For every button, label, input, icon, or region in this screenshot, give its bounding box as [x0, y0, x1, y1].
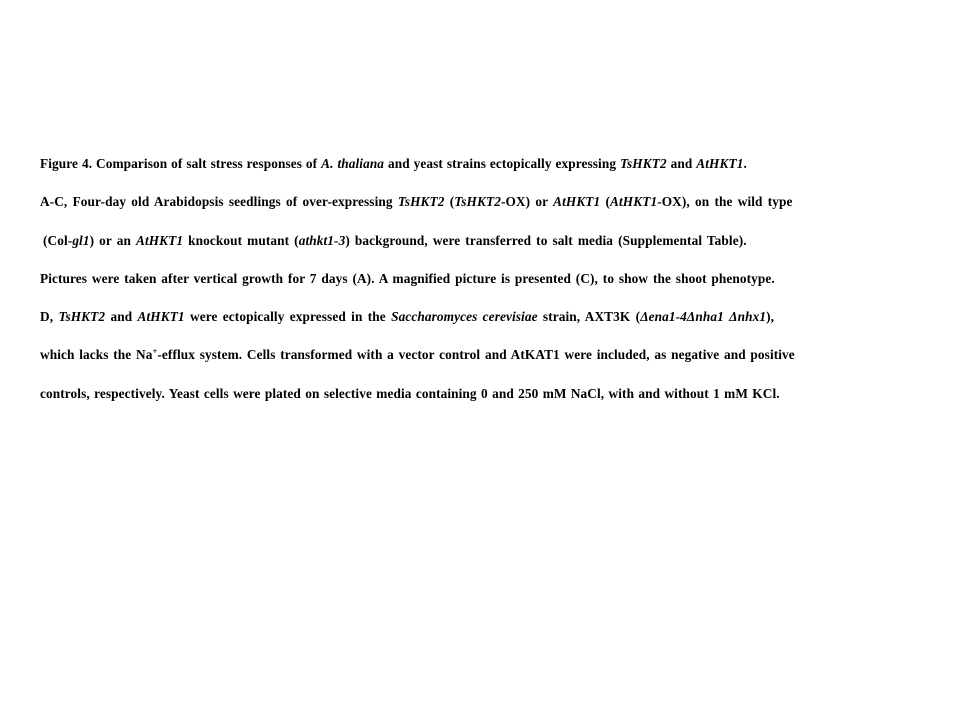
- caption-text: (: [600, 194, 611, 210]
- caption-text: and: [105, 309, 138, 325]
- caption-text: A-C, Four-day old Arabidopsis seedlings of over-expressing: [40, 194, 398, 210]
- gene-name: AtHKT1: [137, 309, 185, 325]
- caption-text: strain, AXT3K (: [537, 309, 641, 325]
- caption-line-1: [40, 192, 940, 212]
- caption-text: -OX), on the wild type: [657, 194, 793, 210]
- caption-line-6: [40, 384, 940, 404]
- caption-text: (: [444, 194, 455, 210]
- figure-caption: [40, 154, 940, 422]
- gene-name: TsHKT2: [58, 309, 106, 325]
- caption-text: knockout mutant (: [183, 232, 299, 248]
- gene-name: AtHKT1: [610, 194, 658, 210]
- gene-name: TsHKT2: [620, 156, 667, 171]
- caption-text: controls, respectively. Yeast cells were plated on selective media containing 0 and 250 mM NaCl, with and without 1 mM KCl.: [40, 385, 780, 401]
- genotype-name: Δena1-4Δnha1 Δnhx1: [640, 309, 767, 325]
- caption-text: ),: [766, 309, 775, 325]
- caption-line-3: [40, 269, 940, 289]
- species-name: Saccharomyces cerevisiae: [391, 309, 538, 325]
- caption-line-5: [40, 345, 940, 365]
- gene-name: TsHKT2: [397, 194, 445, 210]
- gene-name: TsHKT2: [454, 194, 501, 210]
- gene-name: AtHKT1: [696, 156, 744, 171]
- caption-line-2: [40, 231, 940, 251]
- allele-name: gl1: [72, 232, 90, 248]
- caption-text: Pictures were taken after vertical growth for 7 days (A). A magnified picture is presented (C), to show the shoot phenotype.: [40, 270, 775, 286]
- superscript-plus: +: [152, 346, 158, 357]
- caption-text: -efflux system. Cells transformed with a vector control and AtKAT1 were included, as negative and positive: [157, 347, 795, 363]
- caption-title-lead: Figure 4. Comparison of salt stress responses of: [40, 156, 322, 171]
- mutant-name: athkt1-3: [298, 232, 346, 248]
- caption-text: D,: [40, 309, 59, 325]
- caption-text: .: [743, 156, 747, 171]
- gene-name: AtHKT1: [553, 194, 601, 210]
- caption-text: and: [666, 156, 697, 171]
- caption-text: were ectopically expressed in the: [184, 309, 392, 325]
- species-name: A. thaliana: [321, 156, 385, 171]
- caption-text: which lacks the Na: [40, 347, 153, 363]
- caption-text: (Col-: [43, 232, 73, 248]
- caption-title: [40, 154, 940, 174]
- caption-text: ) background, were transferred to salt media (Supplemental Table).: [345, 232, 747, 248]
- caption-text: -OX) or: [500, 194, 554, 210]
- caption-title-mid: and yeast strains ectopically expressing: [384, 156, 621, 171]
- gene-name: AtHKT1: [135, 232, 184, 248]
- caption-text: ) or an: [89, 232, 136, 248]
- caption-line-4: [40, 307, 940, 327]
